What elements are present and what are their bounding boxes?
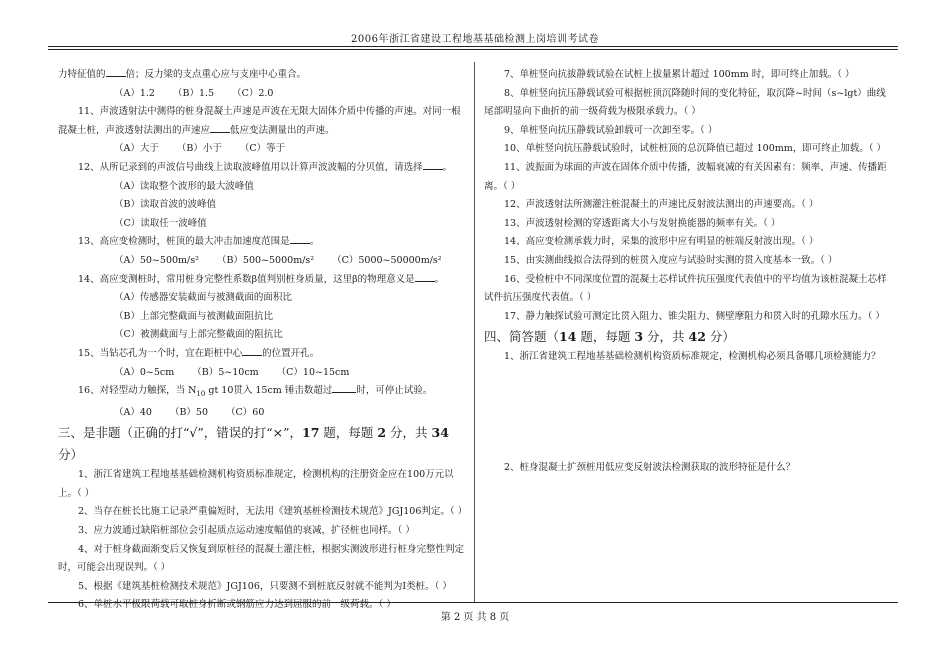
true-false-item: 2、当存在桩长比施工记录严重偏短时，无法用《建筑基桩检测技术规范》JGJ106判定。（ ）	[78, 506, 468, 518]
header-rule-thin	[48, 49, 898, 50]
true-false-item: 6、单桩水平极限荷载可取桩身折断或钢筋应力达到屈服的前一级荷载。（ ）	[78, 599, 396, 611]
question-16-options: （A）40 （B）50 （C）60	[114, 406, 265, 418]
true-false-item: 15、由实测曲线拟合法得到的桩贯入度应与试验时实测的贯入度基本一致。（ ）	[504, 254, 838, 266]
question-10-options: （A）1.2 （B）1.5 （C）2.0	[114, 87, 274, 99]
question-11: 11、声波透射法中测得的桩身混凝土声速是声波在无限大固体介质中传播的声速。对同一根混凝土桩，声波透射法测出的声速应 低应变法测量出的声速。	[58, 106, 461, 136]
section-3-heading: 三、是非题（正确的打“√”，错误的打“×”，17 题，每题 2 分，共 34 分）	[58, 425, 449, 463]
short-answer-question: 2、桩身混凝土扩颈桩用低应变反射波法检测获取的波形特征是什么？	[504, 461, 796, 473]
answer-blank[interactable]	[290, 234, 310, 244]
true-false-item: 7、单桩竖向抗拔静载试验在试桩上拔量累计超过 100mm 时，即可终止加载。（ ）	[504, 69, 855, 80]
footer-rule	[48, 602, 898, 603]
true-false-item: 9、单桩竖向抗压静载试验卸载可一次卸至零。（ ）	[504, 124, 718, 136]
true-false-item: 12、声波透射法所测灌注桩混凝土的声速比反射波法测出的声速要高。（ ）	[504, 199, 819, 211]
question-15: 15、当钻芯孔为一个时，宜在距桩中心 的位置开孔。	[78, 347, 320, 359]
question-11-options: （A）大于 （B）小于 （C）等于	[114, 143, 286, 155]
true-false-item: 17、静力触探试验可测定比贯入阻力、锥尖阻力、侧壁摩阻力和贯入时的孔隙水压力。（ ）	[504, 310, 885, 322]
question-13: 13、高应变检测时，桩顶的最大冲击加速度范围是 。	[78, 236, 320, 248]
true-false-item: 5、根据《建筑基桩检测技术规范》JGJ106，只要测不到桩底反射就不能判为Ⅰ类桩。（ ）	[78, 580, 452, 592]
question-12: 12、从所记录到的声波信号曲线上读取波峰值用以计算声波波幅的分贝值，请选择 。	[78, 161, 453, 173]
true-false-item: 8、单桩竖向抗压静载试验可根据桩顶沉降随时间的变化特征，取沉降~时间（s~lgt）曲线尾部明显向下曲折的前一级荷载为极限承载力。（ ）	[484, 87, 886, 118]
header-rule	[48, 46, 898, 47]
answer-blank[interactable]	[242, 346, 262, 356]
true-false-item: 3、应力波通过缺陷桩部位会引起质点运动速度幅值的衰减，扩径桩也同样。（ ）	[78, 524, 415, 536]
answer-blank[interactable]	[423, 160, 443, 170]
option: （B）上部完整截面与被测截面阻抗比	[114, 310, 273, 322]
question-15-options: （A）0~5cm （B）5~10cm （C）10~15cm	[114, 366, 350, 378]
question-16: 16、对轻型动力触探，当 $N_{10}$ gt 10贯入 15cm 锤击数超过 时，可停止试验。	[78, 385, 433, 398]
true-false-item: 10、单桩竖向抗压静载试验时，试桩桩顶的总沉降值已超过 100mm，即可终止加载。（ ）	[504, 143, 887, 155]
true-false-item: 16、受检桩中不同深度位置的混凝土芯样试件抗压强度代表值中的平均值为该桩混凝土芯样试件抗压强度代表值。（ ）	[484, 273, 887, 304]
question-13-options: （A）50~500m/s² （B）500~5000m/s² （C）5000~50000m/s²	[114, 254, 442, 266]
option: （A）传感器安装截面与被测截面的面积比	[114, 292, 292, 304]
option: （A）读取整个波形的最大波峰值	[114, 180, 254, 192]
answer-blank[interactable]	[106, 67, 126, 77]
question-10-tail: 力特征值的 倍；反力梁的支点重心应与支座中心重合。	[58, 69, 307, 80]
left-column	[58, 66, 468, 615]
answer-blank[interactable]	[210, 123, 230, 133]
column-divider	[474, 62, 475, 602]
answer-blank[interactable]	[332, 383, 356, 393]
right-column	[484, 66, 894, 478]
true-false-item: 4、对于桩身截面渐变后又恢复到原桩径的混凝土灌注桩，根据实测波形进行桩身完整性判定时，可能会出现误判。（ ）	[58, 543, 465, 574]
option: （C）读取任一波峰值	[114, 217, 207, 229]
exam-title: 2006年浙江省建设工程地基基础检测上岗培训考试卷	[351, 34, 599, 45]
option: （B）读取首波的波峰值	[114, 199, 216, 211]
answer-area[interactable]	[484, 367, 894, 459]
option: （C）被测截面与上部完整截面的阻抗比	[114, 329, 283, 341]
section-4-heading: 四、简答题（14 题，每题 3 分，共 42 分）	[484, 329, 735, 345]
short-answer-question: 1、浙江省建筑工程地基基础检测机构资质标准规定，检测机构必须具备哪几项检测能力？	[504, 351, 881, 363]
true-false-item: 14、高应变检测承载力时，采集的波形中应有明显的桩端反射波出现。（ ）	[504, 236, 819, 248]
true-false-item: 13、声波透射检测的穿透距离大小与发射换能器的频率有关。（ ）	[504, 217, 781, 229]
true-false-item: 1、浙江省建筑工程地基基础检测机构资质标准规定，检测机构的注册资金应在100万元以上。（ ）	[58, 469, 454, 499]
page-number: 第 2 页 共 8 页	[440, 612, 510, 623]
true-false-item: 11、波振面为球面的声波在固体介质中传播，波幅衰减的有关因素有：频率、声速、传播距离。（ ）	[484, 161, 887, 192]
answer-blank[interactable]	[415, 272, 435, 282]
question-14: 14、高应变测桩时，常用桩身完整性系数β值判别桩身质量，这里β的物理意义是 。	[78, 273, 445, 285]
